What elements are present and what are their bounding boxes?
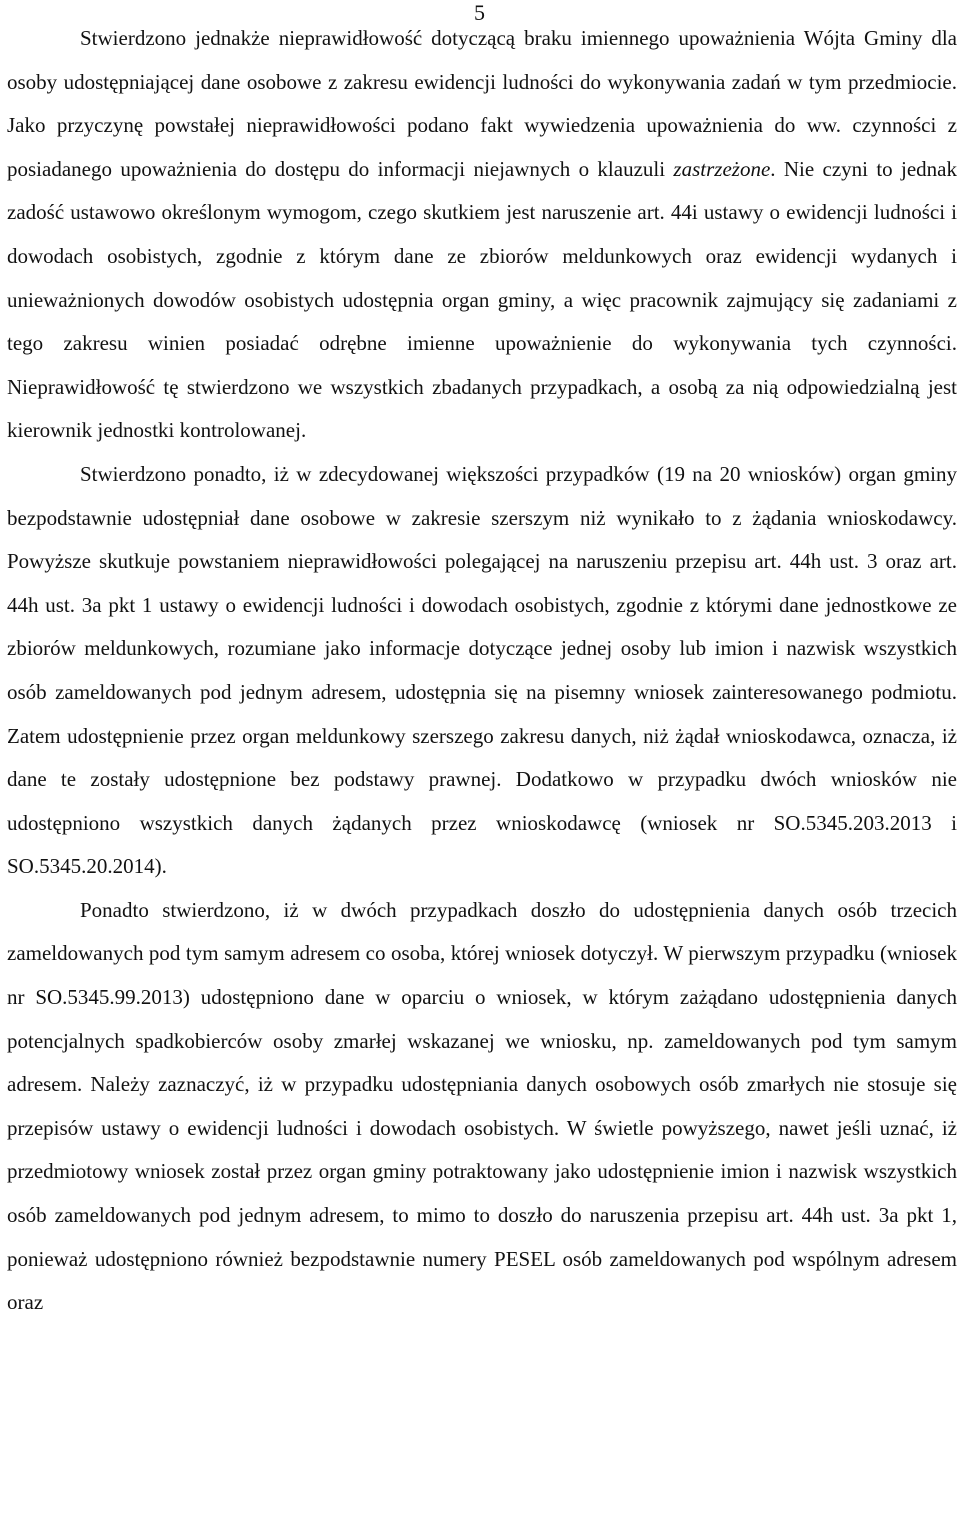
page-number: 5 bbox=[474, 0, 485, 25]
paragraph-authorization-text-before: Stwierdzono jednakże nieprawidłowość dotyczącą braku imiennego upoważnienia Wójta Gminy dla osoby udostępniającej dane osobowe z zakresu ewidencji ludności do wykonywania zadań w tym przedmiocie. Jako przyczynę powstałej nieprawidłowości podano fakt wywiedzenia upoważnienia do ww. czynności z posiadanego upoważnienia do dostępu do informacji niejawnych o klauzuli bbox=[7, 26, 957, 181]
paragraph-excess-data: Stwierdzono ponadto, iż w zdecydowanej większości przypadków (19 na 20 wniosków) organ gminy bezpodstawnie udostępniał dane osobowe w zakresie szerszym niż wynikało to z żądania wnioskodawcy. Powyższe skutkuje powstaniem nieprawidłowości polegającej na naruszeniu przepisu art. 44h ust. 3 oraz art. 44h ust. 3a pkt 1 ustawy o ewidencji ludności i dowodach osobistych, zgodnie z którymi dane jednostkowe ze zbiorów meldunkowych, rozumiane jako informacje dotyczące jednej osoby lub imion i nazwisk wszystkich osób zameldowanych pod jednym adresem, udostępnia się na pisemny wniosek zainteresowanego podmiotu. Zatem udostępnienie przez organ meldunkowy szerszego zakresu danych, niż żądał wnioskodawca, oznacza, iż dane te zostały udostępnione bez podstawy prawnej. Dodatkowo w przypadku dwóch wniosków nie udostępniono wszystkich danych żądanych przez wnioskodawcę (wniosek nr SO.5345.203.2013 i SO.5345.20.2014). bbox=[7, 461, 957, 879]
document-body bbox=[7, 17, 957, 1325]
paragraph-authorization bbox=[7, 17, 957, 453]
document-page bbox=[7, 0, 957, 1533]
paragraph-third-parties: Ponadto stwierdzono, iż w dwóch przypadkach doszło do udostępnienia danych osób trzecich zameldowanych pod tym samym adresem co osoba, której wniosek dotyczył. W pierwszym przypadku (wniosek nr SO.5345.99.2013) udostępniono dane w oparciu o wniosek, w którym zażądano udostępnienia danych potencjalnych spadkobierców osoby zmarłej wskazanej we wniosku, np. zameldowanych pod tym samym adresem. Należy zaznaczyć, iż w przypadku udostępniania danych osobowych osób zmarłych nie stosuje się przepisów ustawy o ewidencji ludności i dowodach osobistych. W świetle powyższego, nawet jeśli uznać, iż przedmiotowy wniosek został przez organ gminy potraktowany jako udostępnienie imion i nazwisk wszystkich osób zameldowanych pod jednym adresem, to mimo to doszło do naruszenia przepisu art. 44h ust. 3a pkt 1, ponieważ udostępniono również bezpodstawnie numery PESEL osób zameldowanych pod wspólnym adresem oraz bbox=[7, 897, 957, 1315]
paragraph-authorization-text-after: . Nie czyni to jednak zadość ustawowo określonym wymogom, czego skutkiem jest naruszenie art. 44i ustawy o ewidencji ludności i dowodach osobistych, zgodnie z którym dane ze zbiorów meldunkowych oraz ewidencji wydanych i unieważnionych dowodów osobistych udostępnia organ gminy, a więc pracownik zajmujący się zadaniami z tego zakresu winien posiadać odrębne imienne upoważnienie do wykonywania tych czynności. Nieprawidłowość tę stwierdzono we wszystkich zbadanych przypadkach, a osobą za nią odpowiedzialną jest kierownik jednostki kontrolowanej. bbox=[7, 156, 957, 443]
classification-term: zastrzeżone bbox=[673, 156, 771, 181]
